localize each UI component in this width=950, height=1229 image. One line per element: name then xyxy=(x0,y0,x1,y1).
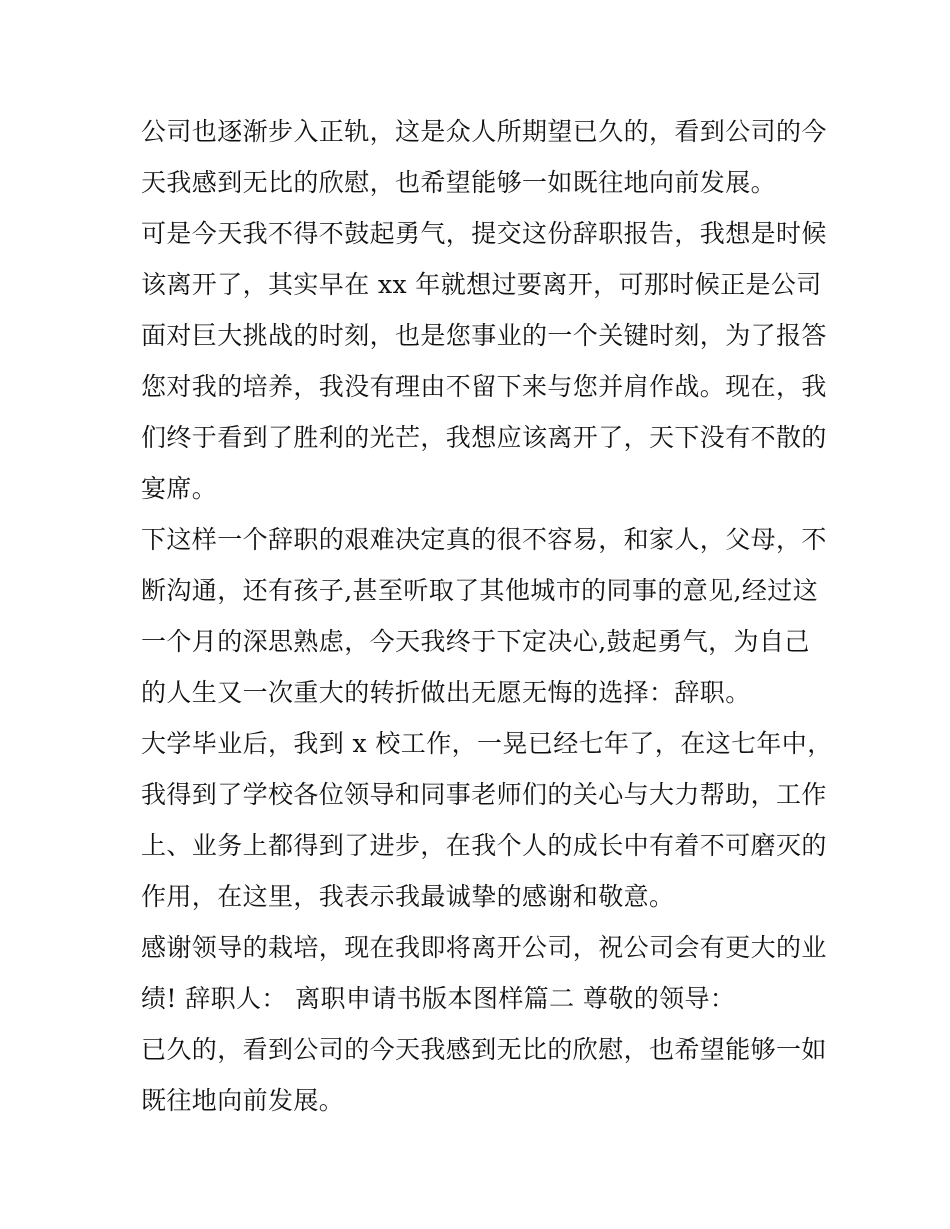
text-line: 大学毕业后，我到 x 校工作，一晃已经七年了，在这七年中， xyxy=(141,729,833,758)
text-line: 该离开了，其实早在 xx 年就想过要离开，可那时候正是公司 xyxy=(141,270,822,299)
text-line: 的人生又一次重大的转折做出无愿无悔的选择：辞职。 xyxy=(141,678,751,707)
text-line: 一个月的深思熟虑，今天我终于下定决心,鼓起勇气，为自己 xyxy=(141,627,810,656)
text-line: 断沟通，还有孩子,甚至听取了其他城市的同事的意见,经过这 xyxy=(141,576,819,605)
text-line: 感谢领导的栽培，现在我即将离开公司，祝公司会有更大的业 xyxy=(141,933,827,962)
text-line: 可是今天我不得不鼓起勇气，提交这份辞职报告，我想是时候 xyxy=(141,219,827,248)
text-line: 已久的，看到公司的今天我感到无比的欣慰，也希望能够一如 xyxy=(141,1035,827,1064)
text-line: 既往地向前发展。 xyxy=(141,1086,345,1115)
text-line: 公司也逐渐步入正轨，这是众人所期望已久的，看到公司的今 xyxy=(141,117,827,146)
text-line: 下这样一个辞职的艰难决定真的很不容易，和家人，父母，不 xyxy=(141,525,827,554)
text-line: 天我感到无比的欣慰，也希望能够一如既往地向前发展。 xyxy=(141,168,777,197)
document-body xyxy=(141,106,833,1126)
text-line: 您对我的培养，我没有理由不留下来与您并肩作战。现在，我 xyxy=(141,372,827,401)
text-line: 上、业务上都得到了进步，在我个人的成长中有着不可磨灭的 xyxy=(141,831,827,860)
text-line: 绩! 辞职人： 离职申请书版本图样篇二 尊敬的领导： xyxy=(141,984,736,1013)
text-line: 我得到了学校各位领导和同事老师们的关心与大力帮助，工作 xyxy=(141,780,827,809)
text-line: 面对巨大挑战的时刻，也是您事业的一个关键时刻，为了报答 xyxy=(141,321,827,350)
text-line: 宴席。 xyxy=(141,474,218,503)
text-line: 作用，在这里，我表示我最诚挚的感谢和敬意。 xyxy=(141,882,675,911)
text-line: 们终于看到了胜利的光芒，我想应该离开了，天下没有不散的 xyxy=(141,423,827,452)
